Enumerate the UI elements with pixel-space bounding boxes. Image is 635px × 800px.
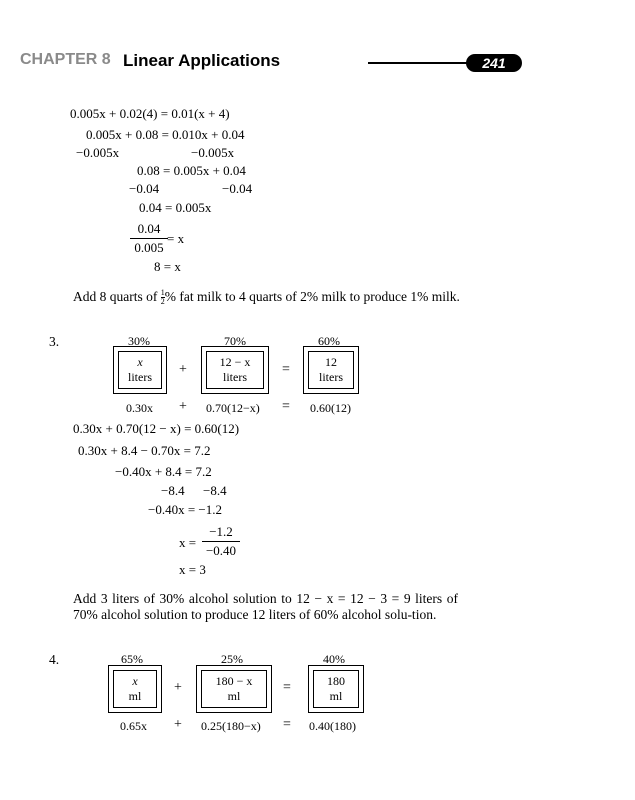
equation-line: 0.005x + 0.08 = 0.010x + 0.04 xyxy=(86,127,245,142)
fraction-numerator: 0.04 xyxy=(130,221,168,239)
box-top-text: 12 − x xyxy=(219,355,251,369)
percent-label: 30% xyxy=(128,334,150,348)
half-fraction-num: 1 xyxy=(160,288,165,298)
box-top-text: x xyxy=(132,674,138,688)
plus-sign: + xyxy=(174,680,182,695)
box-top-text: x xyxy=(137,355,143,369)
percent-label: 60% xyxy=(318,334,340,348)
fraction-denominator: −0.40 xyxy=(205,543,237,558)
quantity-box xyxy=(113,346,167,394)
equation-line: 0.30x + 8.4 − 0.70x = 7.2 xyxy=(78,443,211,458)
quantity-box xyxy=(303,346,359,394)
fraction-numerator: −1.2 xyxy=(202,524,240,542)
percent-label: 70% xyxy=(224,334,246,348)
half-fraction-den: 2 xyxy=(160,297,165,307)
answer-paragraph xyxy=(73,289,463,306)
box-bottom-text: ml xyxy=(128,689,142,703)
equation-line: 0.30x + 0.70(12 − x) = 0.60(12) xyxy=(73,421,240,436)
product-label: 0.65x xyxy=(120,719,147,733)
box-top-text: 12 xyxy=(325,355,337,369)
equation-line: x = xyxy=(179,535,197,550)
equation-line: 0.08 = 0.005x + 0.04 xyxy=(137,163,246,178)
answer-text: % fat milk to 4 quarts of 2% milk to produce 1% milk. xyxy=(164,289,460,304)
chapter-title: Linear Applications xyxy=(123,51,281,70)
equation-line: −8.4 xyxy=(203,483,227,498)
header-rule xyxy=(368,62,474,64)
box-bottom-text: liters xyxy=(128,370,152,384)
fraction-denominator: 0.005 xyxy=(134,240,164,255)
equals-sign: = xyxy=(282,362,290,377)
equation-line: 0.04 = 0.005x xyxy=(139,200,212,215)
product-label: 0.40(180) xyxy=(309,719,356,733)
quantity-box xyxy=(196,665,272,713)
problem-number: 3. xyxy=(49,334,60,349)
percent-label: 25% xyxy=(221,652,243,666)
quantity-box xyxy=(308,665,364,713)
equals-sign: = xyxy=(283,680,291,695)
product-label: 0.25(180−x) xyxy=(201,719,261,733)
product-label: 0.30x xyxy=(126,401,153,415)
percent-label: 65% xyxy=(121,652,143,666)
quantity-box xyxy=(108,665,162,713)
box-bottom-text: liters xyxy=(223,370,247,384)
equation-line: 8 = x xyxy=(154,259,181,274)
quantity-box xyxy=(201,346,269,394)
equation-line: −0.04 xyxy=(222,181,253,196)
equals-sign: = xyxy=(282,399,290,414)
equation-line: = x xyxy=(167,231,185,246)
equation-line: −8.4 xyxy=(161,483,185,498)
equation-line: 0.005x + 0.02(4) = 0.01(x + 4) xyxy=(70,106,230,121)
equation-line: −0.005x xyxy=(191,145,235,160)
page-number-badge: 241 xyxy=(466,54,522,72)
box-bottom-text: ml xyxy=(227,689,241,703)
equation-line: −0.005x xyxy=(76,145,120,160)
box-bottom-text: liters xyxy=(319,370,343,384)
fraction xyxy=(202,524,240,559)
equation-line: −0.40x = −1.2 xyxy=(148,502,222,517)
problem-number: 4. xyxy=(49,652,60,667)
plus-sign: + xyxy=(179,362,187,377)
equation-line: x = 3 xyxy=(179,562,206,577)
box-bottom-text: ml xyxy=(329,689,343,703)
box-top-text: 180 xyxy=(327,674,345,688)
equation-line: −0.40x + 8.4 = 7.2 xyxy=(115,464,212,479)
plus-sign: + xyxy=(174,717,182,732)
chapter-label: CHAPTER 8 xyxy=(20,51,111,68)
answer-paragraph: Add 3 liters of 30% alcohol solution to 12 − x = 12 − 3 = 9 liters of 70% alcohol solution to produce 12 liters of 60% alcohol solu-tion. xyxy=(73,591,458,622)
fraction xyxy=(130,221,168,256)
product-label: 0.60(12) xyxy=(310,401,351,415)
equation-line: −0.04 xyxy=(129,181,160,196)
box-top-text: 180 − x xyxy=(215,674,253,688)
equals-sign: = xyxy=(283,717,291,732)
answer-text: Add 8 quarts of xyxy=(73,289,161,304)
product-label: 0.70(12−x) xyxy=(206,401,260,415)
percent-label: 40% xyxy=(323,652,345,666)
plus-sign: + xyxy=(179,399,187,414)
